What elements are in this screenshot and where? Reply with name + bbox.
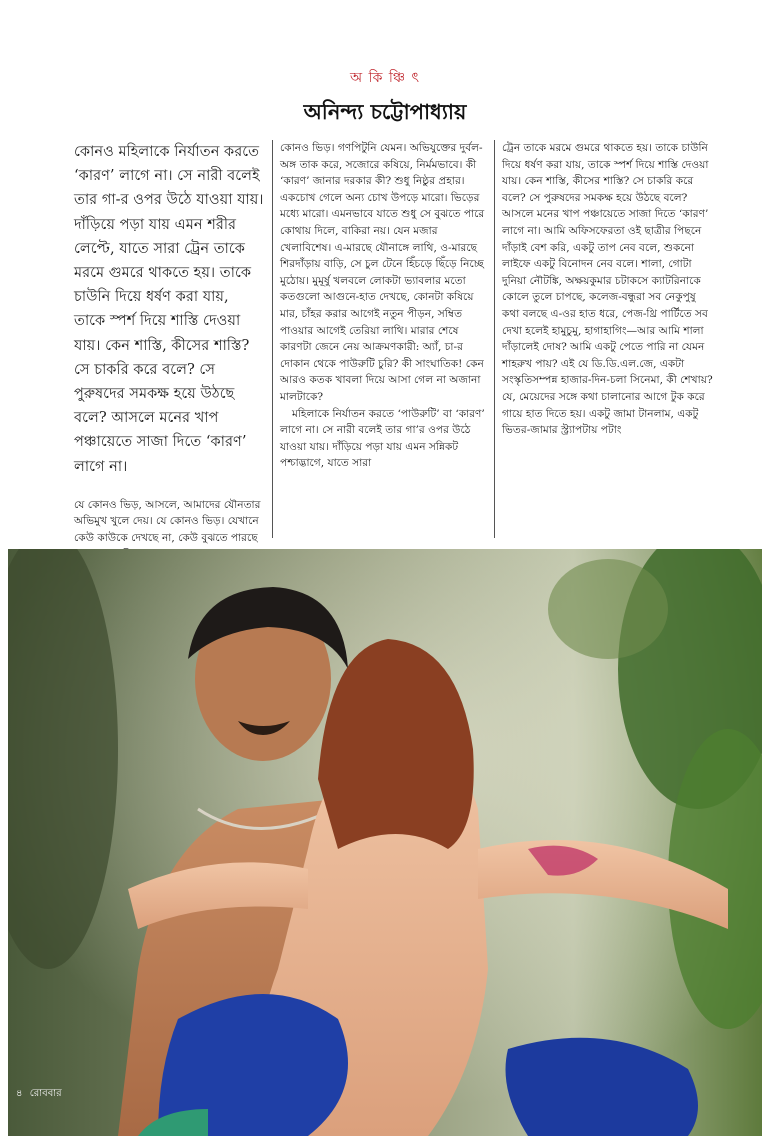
author-name: অনিন্দ্য চট্টোপাধ্যায় xyxy=(303,99,467,124)
body-paragraph: ট্রেন তাকে মরমে গুমরে থাকতে হয়। তাকে চাউনি দিয়ে ধর্ষণ করা যায়, তাকে স্পর্শ দিয়ে শাস্তি দেওয়া যায়। কেন শাস্তি, কীসের শাস্তি? সে চাকরি করে বলে? সে পুরুষদের সমকক্ষ হয়ে উঠছে বলে? আসলে মনের খাপ পঞ্চায়েতে সাজা দিতে ‘কারণ’ লাগে না। আমি অফিসফেরতা ওই ছাত্রীর পিছনে দাঁড়াই বেশ করি, একটু তাপ নেব বলে, শুকনো লাইফে একটু বিনোদন নেব বলে। শালা, গোটা দুনিয়া নৌটঙ্কি, অক্ষয়কুমার চটাকসে ক্যাটরিনাকে কোলে তুলে চাপছে, কলেজ-বন্ধুরা সব নেকুপুষু কথা বলছে এ-ওর হাত ধরে, পেজ-থ্রি পার্টিতে সব দেখা হলেই হামুচুমু, হাগাহাগিং—আর আমি শালা দাঁড়ালেই দোষ? আমি একটু পেতে পারি না যেমন শাহরুখ পায়? এই যে ডি.ডি.এল.জে, একটা সংস্কৃতিসম্পন্ন হাজার-দিন-চলা সিনেমা, কী শেখায়? যে, মেয়েদের সঙ্গে কথা চালানোর আগে টুক করে গায়ে হাত দিতে হয়। একটু জামা টানলাম, একটু ভিতর-জামার স্ট্র্যাপটায় পটাং xyxy=(502,142,713,437)
column-divider xyxy=(494,140,495,538)
text-column-1 xyxy=(74,140,264,563)
page-footer xyxy=(16,1086,66,1103)
body-paragraph: কোনও ভিড়। গণপিটুনি যেমন। অভিযুক্তের দুর্বল-অঙ্গ তাক করে, সজোরে কষিয়ে, নির্মমভাবে। কী ‘কারণ’ জানার দরকার কী? শুধু নিষ্ঠুর প্রহার। একচোখ গেলে অন্য চোখ উপড়ে মারো। ভিড়ের মধ্যে মারো। এমনভাবে যাতে শুধু সে বুঝতে পারে কোথায় দিলে, বাকিরা নয়। যেন মজার খেলাবিশেষ। এ-মারছে যৌনাঙ্গে লাথি, ও-মারছে শিরদাঁড়ায় বাড়ি, সে চুল টেনে হিঁচড়ে ছিঁড়ে নিচ্ছে মুঠোয়। মুমূর্ষু খলবলে লোকটা ভ্যাবলার মতো কতগুলো আগুনে-হাত দেখছে, কোনটা কষিয়ে মার, চাঁহর করার আগেই নতুন পীড়ন, সম্বিত পাওয়ার আগেই তেরিয়া লাথি। মারার শেষে কারণটা জেনে নেয় আক্রমণকারী: অ্যাঁ, চা-র দোকান থেকে পাউরুটি চুরি? কী সাংঘাতিক! কেন আরও কতক খাবলা দিয়ে আসা গেল না অজানা মালটাকে? xyxy=(280,142,485,403)
magazine-name: রোববার xyxy=(29,1088,62,1099)
page-number: ৪ xyxy=(16,1088,23,1099)
column-divider xyxy=(272,140,273,538)
text-column-3 xyxy=(502,140,716,439)
film-still-photo xyxy=(8,549,762,1136)
photo-illustration xyxy=(8,549,762,1136)
body-paragraph: মহিলাকে নির্যাতন করতে ‘পাউরুটি’ বা ‘কারণ’ লাগে না। সে নারী বলেই তার গা’র ওপর উঠে যাওয়া যায়। দাঁড়িয়ে পড়া যায় এমন সন্নিকট পশ্চাদ্ভাগে, যাতে সারা xyxy=(280,407,485,470)
article-header xyxy=(0,66,770,131)
text-column-2 xyxy=(280,140,486,472)
body-paragraph: যে কোনও ভিড়, আসলে, আমাদের যৌনতার অভিমুখ খুলে দেয়। যে কোনও ভিড়। যেখানে কেউ কাউকে দেখছে না, কেউ বুঝতে পারছে xyxy=(74,498,261,545)
column-name: অ কি ঞ্চি ৎ xyxy=(350,70,420,86)
lead-paragraph: কোনও মহিলাকে নির্যাতন করতে ‘কারণ’ লাগে না। সে নারী বলেই তার গা-র ওপর উঠে যাওয়া যায়। দাঁড়িয়ে পড়া যায় এমন শরীর লেপ্টে, যাতে সারা ট্রেন তাকে মরমে গুমরে থাকতে হয়। তাকে চাউনি দিয়ে ধর্ষণ করা যায়, তাকে স্পর্শ দিয়ে শাস্তি দেওয়া যায়। কেন শাস্তি, কীসের শাস্তি? সে চাকরি করে বলে? সে পুরুষদের সমকক্ষ হয়ে উঠছে বলে? আসলে মনের খাপ পঞ্চায়েতে সাজা দিতে ‘কারণ’ লাগে না। xyxy=(74,143,264,475)
